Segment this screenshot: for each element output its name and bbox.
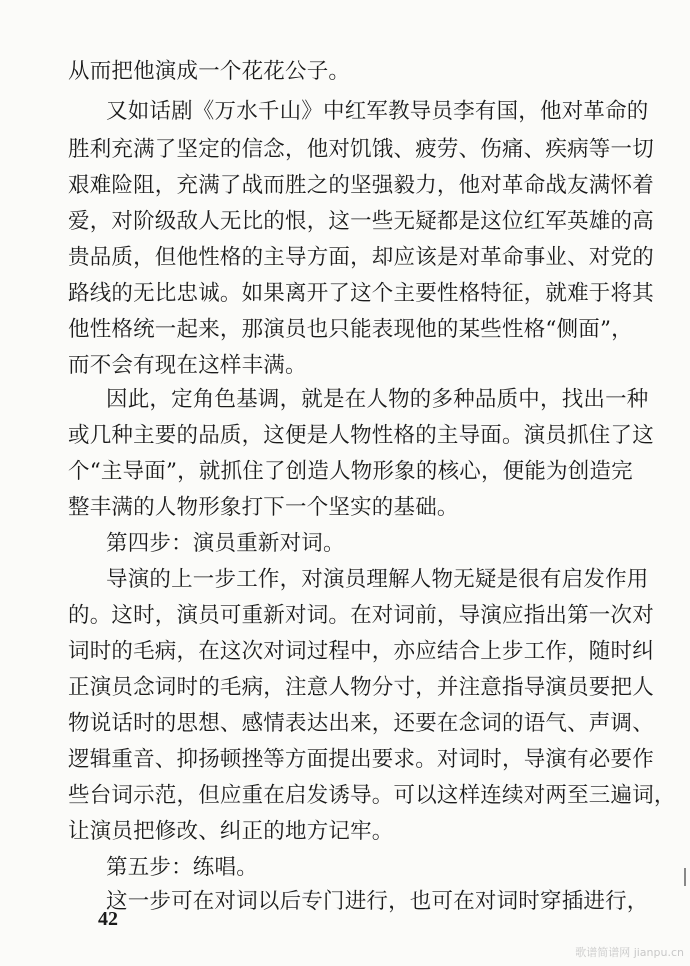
text-line-4: 艰难险阻，充满了战而胜之的坚强毅力，他对革命战友满怀着 [68, 173, 654, 198]
text-line-9: 而不会有现在这样丰满。 [68, 353, 307, 378]
text-line-3: 胜利充满了坚定的信念，他对饥饿、疲劳、伤痛、疾病等一切 [68, 137, 654, 162]
text-line-8: 他性格统一起来，那演员也只能表现他的某些性格“侧面”， [68, 317, 633, 342]
text-line-7: 路线的无比忠诚。如果离开了这个主要性格特征，就难于将其 [68, 281, 654, 306]
text-line-11: 或几种主要的品质，这便是人物性格的主导面。演员抓住了这 [68, 423, 654, 448]
text-line-20: 逻辑重音、抑扬顿挫等方面提出要求。对词时，导演有必要作 [68, 747, 654, 772]
text-line-17: 词时的毛病，在这次对词过程中，亦应结合上步工作，随时纠 [68, 639, 654, 664]
watermark: 歌谱简谱网 jianpu.cn [575, 946, 684, 959]
text-line-1: 从而把他演成一个花花公子。 [68, 59, 351, 84]
page-number: 42 [98, 908, 118, 930]
text-line-16: 的。这时，演员可重新对词。在对词前，导演应指出第一次对 [68, 603, 654, 628]
section-heading-step-5: 第五步：练唱。 [106, 855, 258, 880]
text-line-5: 爱，对阶级敌人无比的恨，这一些无疑都是这位红军英雄的高 [68, 209, 654, 234]
text-line-6: 贵品质，但他性格的主导方面，却应该是对革命事业、对党的 [68, 245, 654, 270]
text-line-19: 物说话时的思想、感情表达出来，还要在念词的语气、声调、 [68, 711, 654, 736]
page-edge-mark [684, 868, 686, 886]
text-line-15: 导演的上一步工作，对演员理解人物无疑是很有启发作用 [106, 567, 649, 592]
text-line-12: 个“主导面”，就抓住了创造人物形象的核心，便能为创造完 [68, 459, 633, 484]
text-line-24: 这一步可在对词以后专门进行，也可在对词时穿插进行， [106, 889, 649, 914]
section-heading-step-4: 第四步：演员重新对词。 [106, 531, 345, 556]
text-line-2: 又如话剧《万水千山》中红军教导员李有国，他对革命的 [106, 99, 649, 124]
text-line-21: 些台词示范，但应重在启发诱导。可以这样连续对两至三遍词， [68, 783, 676, 808]
text-line-13: 整丰满的人物形象打下一个坚实的基础。 [68, 495, 459, 520]
text-line-18: 正演员念词时的毛病，注意人物分寸，并注意指导演员要把人 [68, 675, 654, 700]
text-line-22: 让演员把修改、纠正的地方记牢。 [68, 819, 394, 844]
text-line-10: 因此，定角色基调，就是在人物的多种品质中，找出一种 [106, 387, 649, 412]
